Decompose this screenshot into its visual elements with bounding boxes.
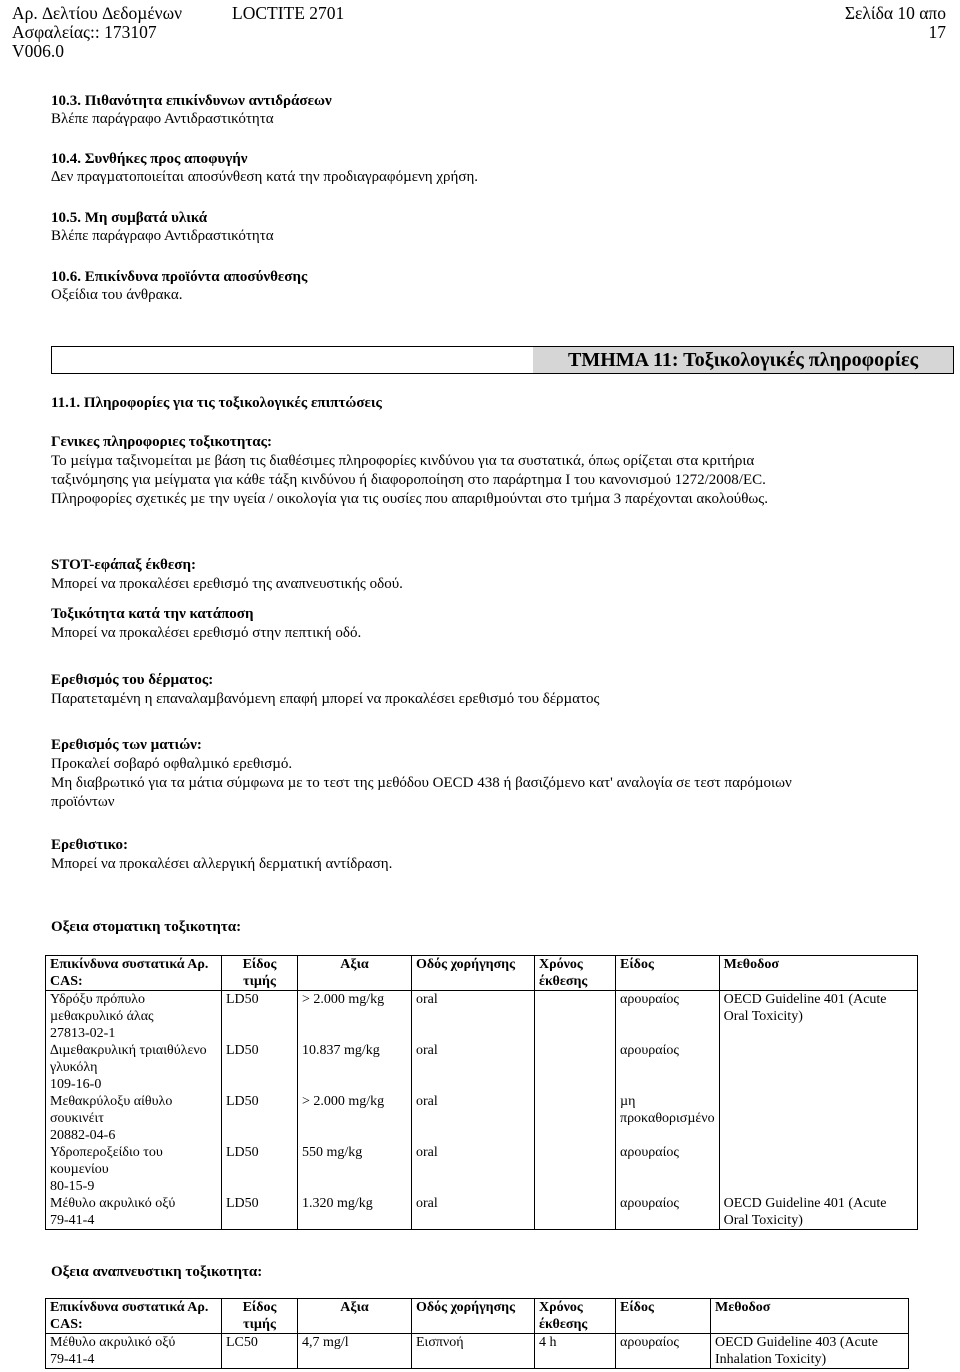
skin-text: Παρατεταµένη η επαναλαµβανόµενη επαφή µπορεί να προκαλέσει ερεθισµό του δέρµατος — [51, 691, 600, 707]
s104-text: ∆εν πραγµατοποιείται αποσύνθεση κατά την προδιαγραφόµενη χρήση. — [51, 169, 479, 185]
s111-title: 11.1. Πληροφορίες για τις τοξικολογικές επιπτώσεις — [51, 395, 382, 411]
cell-method: OECD Guideline 403 (Acute Inhalation Toxicity) — [711, 1334, 909, 1369]
col-route-header: Οδός χορήγησης — [412, 956, 535, 991]
table-row — [46, 991, 918, 1043]
general-title: Γενικες πληροφοριες τοξικοτητας: — [51, 434, 272, 450]
cell-route: oral — [412, 991, 535, 1043]
col-value-header: Αξια — [298, 1299, 412, 1334]
cell-type: LD50 — [222, 1195, 298, 1230]
s103-text: Βλέπε παράγραφο Αντιδραστικότητα — [51, 111, 274, 127]
cell-route: oral — [412, 1195, 535, 1230]
cell-time — [535, 1195, 616, 1230]
col-time-header: Χρόνος έκθεσης — [535, 1299, 616, 1334]
general-line3: Πληροφορίες σχετικές µε την υγεία / οικολογία για τις ουσίες που απαριθµούνται στο τµήµα 3 παρέχονται ακολούθως. — [51, 491, 768, 507]
cell-substance: Μέθυλο ακρυλικό οξύ 79-41-4 — [46, 1195, 222, 1230]
cell-species: αρουραίος — [616, 1042, 720, 1093]
cell-method: OECD Guideline 401 (Acute Oral Toxicity) — [719, 1195, 917, 1230]
page-line1: Σελίδα 10 απο — [844, 3, 946, 23]
cell-value: 4,7 mg/l — [298, 1334, 412, 1369]
s105-title: 10.5. Μη συµβατά υλικά — [51, 210, 208, 226]
col-time-header: Χρόνος έκθεσης — [535, 956, 616, 991]
cell-route: oral — [412, 1144, 535, 1195]
cell-value: > 2.000 mg/kg — [298, 991, 412, 1043]
s106-text: Οξείδια του άνθρακα. — [51, 287, 183, 303]
aspiration-title: Τοξικότητα κατά την κατάποση — [51, 606, 254, 622]
general-line2: ταξινόµησης για µείγµατα για κάθε τάξη κινδύνου ή διαφοροποίηση στο παράρτηµα I του κανονισµού 1272/2008/EC. — [51, 472, 766, 488]
cell-substance: Μεθακρύλοξυ αίθυλο σουκινέιτ 20882-04-6 — [46, 1093, 222, 1144]
cell-time — [535, 1093, 616, 1144]
eye-title: Ερεθισµός των µατιών: — [51, 737, 202, 753]
doc-type-line1: Αρ. ∆ελτίου ∆εδοµένων — [12, 3, 183, 23]
page-number — [845, 4, 946, 42]
col-method-header: Μεθοδοσ — [711, 1299, 909, 1334]
eye-line1: Προκαλεί σοβαρό οφθαλµικό ερεθισµό. — [51, 756, 293, 772]
cell-value: 10.837 mg/kg — [298, 1042, 412, 1093]
aspiration-text: Μπορεί να προκαλέσει ερεθισµό στην πεπτική οδό. — [51, 625, 362, 641]
sens-title: Ερεθιστικο: — [51, 837, 129, 853]
col-value-header: Αξια — [298, 956, 412, 991]
col-type-header: Είδος τιµής — [222, 956, 298, 991]
oral-toxicity-title: Οξεια στοµατικη τοξικοτητα: — [51, 919, 242, 935]
section11-title: ΤΜΗΜΑ 11: Τοξικολογικές πληροφορίες — [533, 347, 953, 373]
table-row — [46, 1195, 918, 1230]
cell-substance: Μέθυλο ακρυλικό οξύ 79-41-4 — [46, 1334, 222, 1369]
product-name: LOCTITE 2701 — [232, 3, 345, 23]
cell-substance: ∆ιµεθακρυλική τριαιθύλενο γλυκόλη 109-16-0 — [46, 1042, 222, 1093]
table-header-row — [46, 956, 918, 991]
cell-substance: Υδρόξυ πρόπυλο µεθακρυλικό άλας 27813-02-1 — [46, 991, 222, 1043]
cell-type: LC50 — [222, 1334, 298, 1369]
oral-toxicity-table — [45, 955, 918, 1230]
page-line2: 17 — [928, 22, 946, 42]
col-substance-header: Επικίνδυνα συστατικά Αρ. CAS: — [46, 956, 222, 991]
general-line1: Το µείγµα ταξινοµείται µε βάση τις διαθέσιµες πληροφορίες κινδύνου για τα συστατικά, όπως ορίζεται στα κριτήρια — [51, 453, 755, 469]
cell-type: LD50 — [222, 1144, 298, 1195]
eye-line2: Μη διαβρωτικό για τα µάτια σύµφωνα µε το τεστ της µεθόδου OECD 438 ή βασιζόµενο κατ' αναλογία σε τεστ παρόµοιων — [51, 775, 792, 791]
cell-method — [719, 1093, 917, 1144]
col-method-header: Μεθοδοσ — [719, 956, 917, 991]
table-header-row — [46, 1299, 909, 1334]
cell-species: αρουραίος — [616, 991, 720, 1043]
cell-time — [535, 1042, 616, 1093]
col-species-header: Είδος — [616, 956, 720, 991]
stot-text: Μπορεί να προκαλέσει ερεθισµό της αναπνευστικής οδού. — [51, 576, 403, 592]
cell-species: αρουραίος — [616, 1195, 720, 1230]
cell-species: αρουραίος — [616, 1144, 720, 1195]
cell-time: 4 h — [535, 1334, 616, 1369]
cell-route: oral — [412, 1042, 535, 1093]
cell-species: αρουραίος — [616, 1334, 711, 1369]
cell-time — [535, 1144, 616, 1195]
table-row — [46, 1144, 918, 1195]
cell-type: LD50 — [222, 991, 298, 1043]
cell-time — [535, 991, 616, 1043]
cell-method — [719, 1144, 917, 1195]
cell-value: > 2.000 mg/kg — [298, 1093, 412, 1144]
s103-title: 10.3. Πιθανότητα επικίνδυνων αντιδράσεων — [51, 93, 332, 109]
table-row — [46, 1093, 918, 1144]
s105-text: Βλέπε παράγραφο Αντιδραστικότητα — [51, 228, 274, 244]
doc-header-left — [12, 4, 182, 61]
col-type-header: Είδος τιµής — [222, 1299, 298, 1334]
cell-type: LD50 — [222, 1042, 298, 1093]
section11-banner — [51, 346, 954, 374]
doc-type-line2: Ασφαλείας:: 173107 — [12, 22, 157, 42]
cell-substance: Υδροπεροξείδιο του κουµενίου 80-15-9 — [46, 1144, 222, 1195]
s106-title: 10.6. Επικίνδυνα προϊόντα αποσύνθεσης — [51, 269, 308, 285]
eye-line3: προϊόντων — [51, 794, 115, 810]
col-substance-header: Επικίνδυνα συστατικά Αρ. CAS: — [46, 1299, 222, 1334]
cell-value: 1.320 mg/kg — [298, 1195, 412, 1230]
inhal-toxicity-title: Οξεια αναπνευστικη τοξικοτητα: — [51, 1264, 263, 1280]
doc-version: V006.0 — [12, 41, 65, 61]
stot-title: STOT-εφάπαξ έκθεση: — [51, 557, 196, 573]
cell-route: oral — [412, 1093, 535, 1144]
cell-value: 550 mg/kg — [298, 1144, 412, 1195]
table-row — [46, 1334, 909, 1369]
cell-species: µη προκαθορισµένο — [616, 1093, 720, 1144]
col-route-header: Οδός χορήγησης — [412, 1299, 535, 1334]
cell-method: OECD Guideline 401 (Acute Oral Toxicity) — [719, 991, 917, 1043]
s104-title: 10.4. Συνθήκες προς αποφυγήν — [51, 151, 248, 167]
cell-type: LD50 — [222, 1093, 298, 1144]
sens-text: Μπορεί να προκαλέσει αλλεργική δερµατική αντίδραση. — [51, 856, 393, 872]
col-species-header: Είδος — [616, 1299, 711, 1334]
table-row — [46, 1042, 918, 1093]
cell-route: Εισπνοή — [412, 1334, 535, 1369]
skin-title: Ερεθισµός του δέρµατος: — [51, 672, 214, 688]
cell-method — [719, 1042, 917, 1093]
inhal-toxicity-table — [45, 1298, 909, 1369]
